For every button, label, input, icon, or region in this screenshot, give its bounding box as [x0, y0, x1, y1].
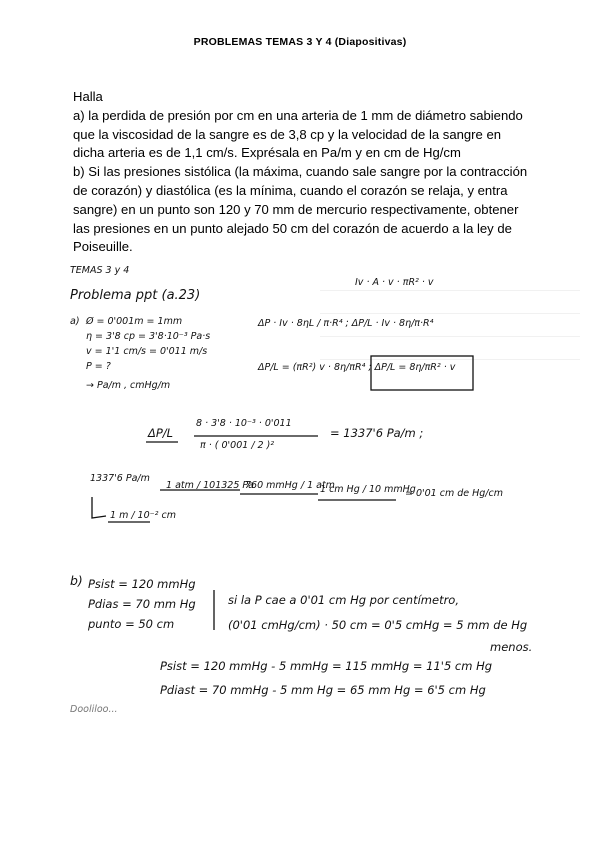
part-a-label: a): [70, 316, 80, 327]
notes-header: TEMAS 3 y 4: [70, 265, 130, 276]
conv-atm: 1 atm / 101325 Pa: [166, 480, 254, 491]
b-cutoff-text: Dooliloo...: [70, 704, 118, 715]
calc-numerator: 8 · 3'8 · 10⁻³ · 0'011: [196, 418, 292, 429]
conv-mmhg: 760 mmHg / 1 atm: [245, 480, 335, 491]
b-drop-calc: (0'01 cmHg/cm) · 50 cm = 0'5 cmHg = 5 mm de Hg: [228, 618, 528, 632]
poiseuille-line-1: ΔP · Iv · 8ηL / π·R⁴ ; ΔP/L · Iv · 8η/π·R⁴: [258, 318, 434, 329]
data-velocity: v = 1'1 cm/s = 0'011 m/s: [86, 346, 208, 357]
b-menos: menos.: [490, 640, 533, 654]
b-drop-statement: si la P cae a 0'01 cm Hg por centímetro,: [228, 593, 459, 607]
b-pdiast-result: Pdiast = 70 mmHg - 5 mm Hg = 65 mm Hg = 6'5 cm Hg: [160, 683, 486, 697]
data-diameter: Ø = 0'001m = 1mm: [86, 316, 183, 327]
poiseuille-line-2: ΔP/L = (πR²) v · 8η/πR⁴ ; ΔP/L = 8η/πR² · v: [258, 362, 456, 373]
flow-formula: Iv · A · v · πR² · v: [355, 277, 434, 288]
conv-meter: 1 m / 10⁻² cm: [110, 510, 176, 521]
part-b-label: b): [70, 573, 83, 588]
data-viscosity: η = 3'8 cp = 3'8·10⁻³ Pa·s: [86, 331, 211, 342]
b-diastolic: Pdias = 70 mm Hg: [88, 597, 196, 611]
halla-text: Halla: [73, 89, 103, 104]
part-a-text: a) la perdida de presión por cm en una arteria de 1 mm de diámetro sabiendo que la viscosidad de la sangre es de 3,8 cp y la velocidad de la sangre en dicha arteria es de 1,1 cm/s. Exprésala en Pa/m y en cm de Hg/cm: [73, 107, 523, 161]
b-point: punto = 50 cm: [88, 617, 175, 631]
conv-cmhg: 1 cm Hg / 10 mmHg: [320, 484, 416, 495]
calc-denominator: π · ( 0'001 / 2 )²: [200, 440, 275, 451]
data-units: → Pa/m , cmHg/m: [86, 380, 171, 391]
conv-pressure: 1337'6 Pa/m: [90, 473, 150, 484]
b-psist-result: Psist = 120 mmHg - 5 mmHg = 115 mmHg = 11'5 cm Hg: [160, 659, 493, 673]
boxed-formula-frame: [371, 356, 473, 390]
arrow-curve: [92, 497, 106, 518]
page-title: PROBLEMAS TEMAS 3 Y 4 (Diapositivas): [193, 36, 407, 48]
calc-result: = 1337'6 Pa/m ;: [330, 426, 424, 440]
data-unknown: P = ?: [86, 361, 111, 372]
part-b-text: b) Si las presiones sistólica (la máxima, cuando sale sangre por la contracción de corazón) y diastólica (es la mínima, cuando el corazón se relaja, y entra sangre) en un punto son 120 y 70 mm de mercurio respectivamente, obtener las presiones en un punto alejado 50 cm del corazón de acuerdo a la ley de Poiseuille.: [73, 164, 528, 255]
notes-problema: Problema ppt (a.23): [70, 288, 201, 303]
b-systolic: Psist = 120 mmHg: [88, 577, 196, 591]
calc-dp-l: ΔP/L: [148, 426, 174, 440]
conv-result: = 0'01 cm de Hg/cm: [405, 488, 503, 499]
